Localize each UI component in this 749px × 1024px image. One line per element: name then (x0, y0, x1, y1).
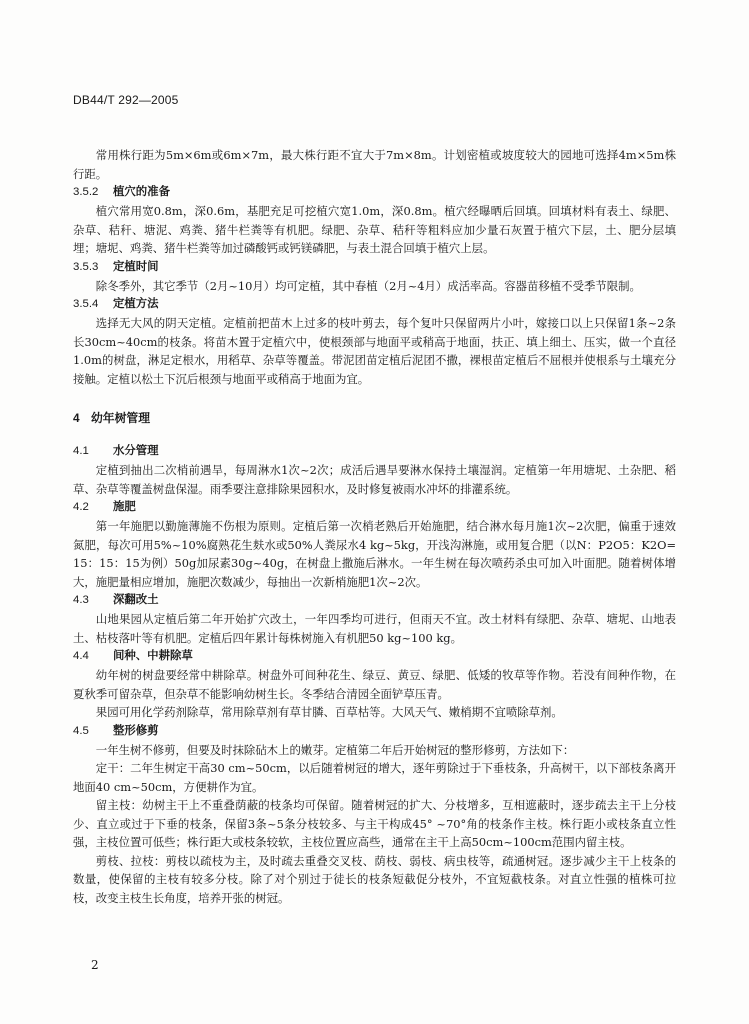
document-body (73, 146, 676, 907)
heading-number: 3.5.4 (73, 298, 99, 310)
heading-number: 4 (73, 411, 80, 425)
paragraph: 常用株行距为5m×6m或6m×7m，最大株行距不宜大于7m×8m。计划密植或坡度较大的园地可选择4m×5m株行距。 (73, 148, 676, 181)
paragraph: 定植到抽出二次梢前遇旱，每周淋水1次~2次；成活后遇旱要淋水保持土壤湿润。定植第一年用塘坭、土杂肥、稻草、杂草等覆盖树盘保湿。雨季要注意排除果园积水，及时修复被雨水冲坏的排灌系统。 (73, 463, 676, 496)
heading-number: 4.2 (73, 501, 89, 513)
heading-title: 深翻改土 (113, 594, 159, 606)
section-heading (73, 408, 676, 428)
heading-number: 4.5 (73, 724, 89, 737)
heading-number: 4.1 (73, 445, 89, 457)
paragraph: 留主枝：幼树主干上不重叠荫蔽的枝条均可保留。随着树冠的扩大、分枝增多，互相遮蔽时，逐步疏去主干上分枝少、直立或过于下垂的枝条，保留3条~5条分枝较多、与主干构成45° ~70°角的枝条作主枝。株行距小或枝条直立性强，主枝位置可低些；株行距大或枝条较软，主枝位置应高些，通常在主干上高50cm~100cm范围内留主枝。 (73, 798, 676, 849)
subsection-heading (73, 295, 676, 314)
paragraph: 果园可用化学药剂除草，常用除草剂有草甘膦、百草枯等。大风天气、嫩梢期不宜喷除草剂。 (95, 705, 563, 719)
paragraph: 山地果园从定植后第二年开始扩穴改土，一年四季均可进行，但雨天不宜。改土材料有绿肥、杂草、塘坭、山地表土、枯枝落叶等有机肥。定植后四年累计每株树施入有机肥50 kg~100 kg。 (73, 612, 676, 645)
heading-number: 3.5.2 (73, 186, 99, 198)
heading-title: 植穴的准备 (113, 186, 170, 198)
standard-code-header: DB44/T 292—2005 (73, 93, 179, 107)
heading-number: 4.3 (73, 594, 89, 606)
heading-number: 3.5.3 (73, 260, 99, 273)
heading-title: 整形修剪 (113, 724, 159, 737)
heading-number: 4.4 (73, 650, 89, 662)
paragraph: 第一年施肥以勤施薄施不伤根为原则。定植后第一次梢老熟后开始施肥，结合淋水每月施1次~2次肥，偏重于速效氮肥，每次可用5%~10%腐熟花生麸水或50%人粪尿水4 kg~5kg，开浅沟淋施，或用复合肥（以N：P2O5：K2O=15：15：15为例）50g加尿素30g~40g，在树盘上撒施后淋水。一年生树在每次喷药杀虫可加入叶面肥。随着树体增大，施肥量相应增加，施肥次数减少，每抽出一次新梢施肥1次~2次。 (73, 519, 676, 589)
heading-title: 间种、中耕除草 (113, 650, 193, 662)
subsection-heading (73, 647, 676, 666)
heading-title: 定植方法 (113, 298, 159, 310)
subsection-heading (73, 722, 676, 741)
paragraph: 植穴常用宽0.8m，深0.6m，基肥充足可挖植穴宽1.0m，深0.8m。植穴经曝晒后回填。回填材料有表土、绿肥、杂草、秸秆、塘泥、鸡粪、猪牛栏粪等有机肥。绿肥、杂草、秸秆等粗料应加少量石灰置于植穴下层，土、肥分层填埋；塘坭、鸡粪、猪牛栏粪等加过磷酸钙或钙镁磷肥，与表土混合回填于植穴上层。 (73, 204, 676, 255)
paragraph: 幼年树的树盘要经常中耕除草。树盘外可间种花生、绿豆、黄豆、绿肥、低矮的牧草等作物。若没有间种作物，在夏秋季可留杂草，但杂草不能影响幼树生长。冬季结合清园全面铲草压青。 (73, 668, 676, 701)
heading-title: 施肥 (113, 501, 136, 513)
paragraph: 一年生树不修剪，但要及时抹除砧木上的嫩芽。定植第二年后开始树冠的整形修剪，方法如下： (95, 742, 575, 757)
heading-title: 水分管理 (113, 445, 159, 457)
subsection-heading (73, 591, 676, 610)
subsection-heading (73, 183, 676, 202)
heading-title: 定植时间 (113, 260, 159, 273)
subsection-heading (73, 442, 676, 461)
paragraph: 除冬季外，其它季节（2月~10月）均可定植，其中春植（2月~4月）成活率高。容器苗移植不受季节限制。 (95, 278, 641, 293)
heading-title: 幼年树管理 (91, 411, 150, 425)
subsection-heading (73, 258, 676, 277)
paragraph: 定干：二年生树定干高30 cm~50cm，以后随着树冠的增大，逐年剪除过于下垂枝条，升高树干，以下部枝条离开地面40 cm~50cm，方便耕作为宜。 (73, 761, 676, 794)
subsection-heading (73, 498, 676, 517)
paragraph: 剪枝、拉枝：剪枝以疏枝为主，及时疏去重叠交叉枝、荫枝、弱枝、病虫枝等，疏通树冠。逐步减少主干上枝条的数量，使保留的主枝有较多分枝。除了对个别过于徒长的枝条短截促分枝外，不宜短截枝条。对直立性强的植株可拉枝，改变主枝生长角度，培养开张的树冠。 (73, 853, 676, 905)
page-number: 2 (91, 958, 99, 972)
paragraph: 选择无大风的阴天定植。定植前把苗木上过多的枝叶剪去，每个复叶只保留两片小叶，嫁接口以上只保留1条~2条长30cm~40cm的枝条。将苗木置于定植穴中，使根颈部与地面平或稍高于地面，扶正、填上细土、压实，做一个直径1.0m的树盘，淋足定根水，用稻草、杂草等覆盖。带泥团苗定植后泥团不撒，裸根苗定植后不屈根并使根系与土壤充分接触。定植以松土下沉后根颈与地面平或稍高于地面为宜。 (73, 316, 676, 386)
